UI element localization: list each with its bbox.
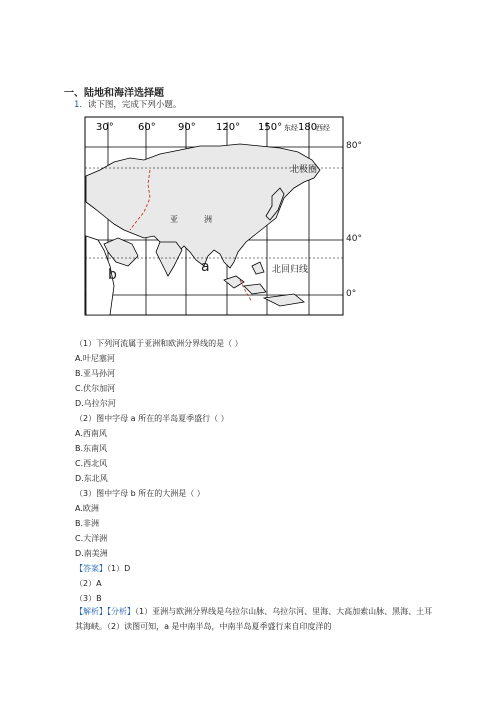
lon-label-150: 150° (258, 122, 283, 133)
subquestion-2-stem: （2）图中字母 a 所在的半岛夏季盛行（ ） (75, 414, 229, 423)
subquestion-1-stem: （1）下列河流属于亚洲和欧洲分界线的是（ ） (75, 339, 243, 348)
continent-label-asia-1: 亚 (170, 215, 178, 224)
analysis-text: （1）亚洲与欧洲分界线是乌拉尔山脉、乌拉尔河、里海、大高加索山脉、黑海、土耳其海峡。（2）读图可知，a 是中南半岛，中南半岛夏季盛行来自印度洋的 (75, 607, 433, 631)
subquestion-3-stem: （3）图中字母 b 所在的大洲是（ ） (75, 489, 205, 498)
lon-label-90: 90° (178, 122, 196, 133)
question-number: 1． (74, 100, 88, 110)
answer-1: （1）D (107, 564, 131, 573)
section-title: 一、陆地和海洋选择题 (64, 88, 164, 99)
mark-a: a (201, 259, 210, 275)
answer-2: （2）A (75, 579, 102, 588)
subquestion-1-option-a[interactable]: A.叶尼塞河 (75, 354, 115, 363)
answer-3: （3）B (75, 594, 102, 603)
map-svg (84, 116, 344, 316)
analysis-tag: 【解析】 (75, 607, 107, 616)
lat-label-40: 40° (346, 234, 362, 244)
lon-label-west: 西经 (316, 124, 330, 132)
question-stem-line (74, 98, 181, 110)
asia-map (84, 116, 344, 316)
answer-line-1 (75, 564, 130, 574)
mark-b: b (108, 267, 117, 283)
subquestion-1-option-c[interactable]: C.伏尔加河 (75, 384, 116, 393)
subquestion-1-option-b[interactable]: B.亚马孙河 (75, 369, 116, 378)
tropic-of-cancer-label: 北回归线 (272, 265, 309, 275)
subquestion-2-option-d[interactable]: D.东北风 (75, 474, 108, 483)
subquestion-2-option-c[interactable]: C.西北风 (75, 459, 108, 468)
arctic-circle-label: 北极圈 (290, 165, 318, 175)
subquestion-3-option-a[interactable]: A.欧洲 (75, 504, 99, 513)
answer-tag: 【答案】 (75, 564, 107, 573)
analysis-paragraph (75, 604, 435, 634)
subquestion-2-option-a[interactable]: A.西南风 (75, 429, 107, 438)
subquestion-1-option-d[interactable]: D.乌拉尔河 (75, 399, 116, 408)
question-stem: 读下图，完成下列小题。 (87, 100, 182, 110)
lat-label-80: 80° (346, 141, 362, 151)
subquestion-3-option-c[interactable]: C.大洋洲 (75, 534, 108, 543)
analysis-subtag: 【分析】 (107, 607, 135, 616)
lon-label-east: 东经 (284, 124, 298, 132)
subquestion-3-option-d[interactable]: D.南美洲 (75, 549, 108, 558)
lon-label-180: 180 (298, 122, 318, 133)
subquestion-2-option-b[interactable]: B.东南风 (75, 444, 108, 453)
lon-label-30: 30° (96, 122, 114, 133)
lon-label-60: 60° (138, 122, 156, 133)
continent-label-asia-2: 洲 (204, 215, 212, 224)
subquestion-3-option-b[interactable]: B.非洲 (75, 519, 100, 528)
lat-label-0: 0° (346, 289, 357, 299)
lon-label-120: 120° (216, 122, 241, 133)
